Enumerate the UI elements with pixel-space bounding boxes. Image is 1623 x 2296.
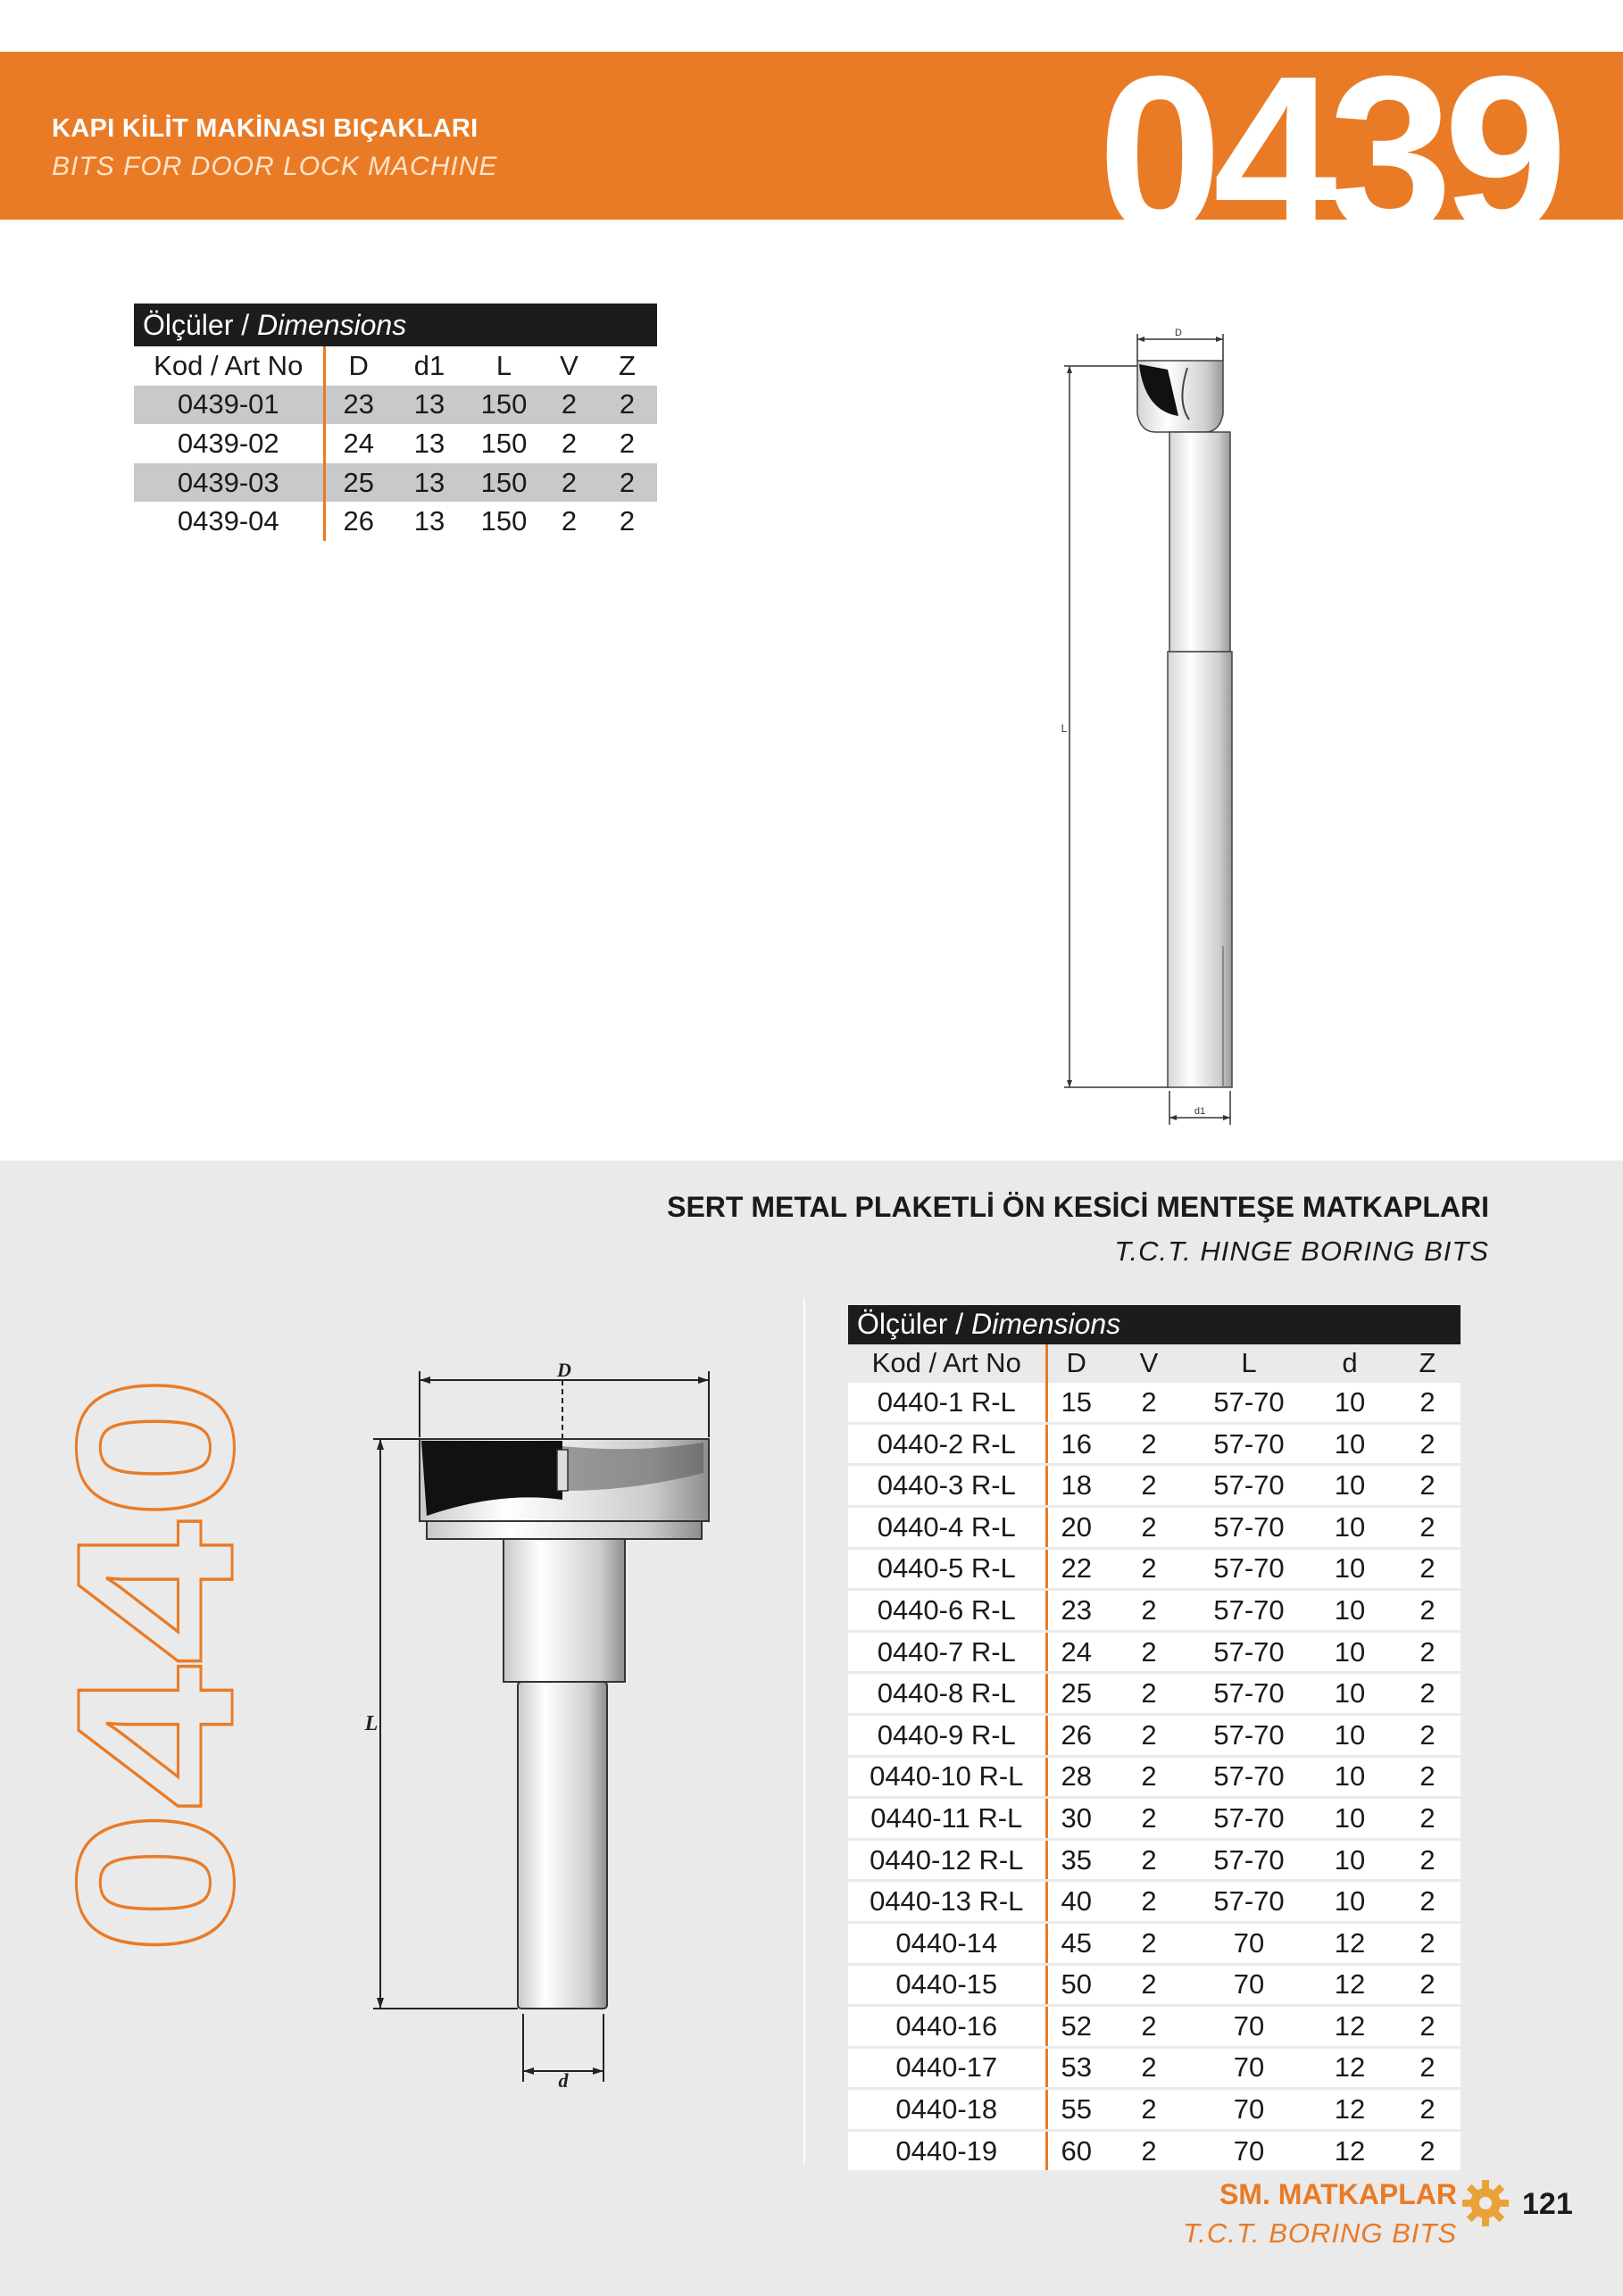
table-cell: 12: [1305, 2089, 1394, 2131]
table-title-row: [848, 1305, 1461, 1344]
table-header-row: [134, 346, 657, 386]
table-cell-code: 0440-4 R-L: [848, 1506, 1046, 1548]
table-title: [134, 304, 657, 346]
table-row: [848, 1383, 1461, 1423]
table-cell: 12: [1305, 1964, 1394, 2006]
column-header: D: [348, 349, 369, 381]
table-cell: 70: [1193, 1964, 1305, 2006]
table-cell: 13: [392, 424, 467, 463]
table-cell: 10: [1305, 1465, 1394, 1507]
table-cell: 12: [1305, 2047, 1394, 2089]
drawing2-label-L: L: [364, 1712, 379, 1735]
table-row: [848, 1548, 1461, 1590]
column-header: L: [495, 349, 512, 381]
table-cell: 52: [1046, 2006, 1105, 2048]
table-cell: 10: [1305, 1383, 1394, 1423]
column-header: Kod / Art No: [848, 1344, 1046, 1384]
table-row: [848, 2130, 1461, 2172]
table-cell: 2: [1394, 2089, 1461, 2131]
table-row: [848, 1673, 1461, 1715]
table-cell: 2: [1394, 1423, 1461, 1465]
table-cell: 60: [1046, 2130, 1105, 2172]
table-cell: 26: [1046, 1714, 1105, 1756]
column-header: L: [1241, 1347, 1257, 1379]
table-cell-code: 0440-17: [848, 2047, 1046, 2089]
product-code-0440-vertical: [30, 1366, 279, 1955]
table-cell: 10: [1305, 1548, 1394, 1590]
table-cell: 20: [1046, 1506, 1105, 1548]
table-row: [848, 2047, 1461, 2089]
header-title-tr: KAPI KİLİT MAKİNASI BIÇAKLARI: [52, 114, 479, 143]
table-cell: 2: [1105, 2006, 1193, 2048]
gear-icon: [1461, 2178, 1511, 2228]
table-cell: 2: [1105, 1714, 1193, 1756]
table-cell: 10: [1305, 1673, 1394, 1715]
table-cell: 2: [1105, 1548, 1193, 1590]
table-cell: 2: [1105, 1631, 1193, 1673]
panel-divider: [803, 1299, 805, 2165]
table-cell: 2: [1105, 1465, 1193, 1507]
table-cell: 70: [1193, 2130, 1305, 2172]
table-cell: 15: [1046, 1383, 1105, 1423]
footer-subtitle: T.C.T. BORING BITS: [1183, 2217, 1457, 2249]
table-cell: 2: [597, 386, 657, 425]
table-row: [848, 2006, 1461, 2048]
table-cell: 57-70: [1193, 1465, 1305, 1507]
table-cell: 2: [1394, 1590, 1461, 1632]
drawing1-label-D: D: [1175, 328, 1182, 338]
table-cell: 10: [1305, 1506, 1394, 1548]
drawing-0440-bit: [348, 1357, 741, 2098]
table-title: [848, 1305, 1461, 1344]
drawing1-label-L: L: [1061, 722, 1068, 735]
table-row: [848, 2089, 1461, 2131]
table-title-en: Dimensions: [971, 1308, 1121, 1341]
column-header: Kod / Art No: [134, 346, 324, 386]
table-cell: 55: [1046, 2089, 1105, 2131]
table-cell: 2: [1105, 1423, 1193, 1465]
table-row: [848, 1798, 1461, 1840]
table-cell: 150: [467, 424, 541, 463]
column-header: Z: [619, 349, 636, 381]
table-cell: 2: [1105, 1798, 1193, 1840]
product-code-0440: 0440: [30, 1458, 279, 1955]
table-cell: 2: [1105, 2089, 1193, 2131]
table-cell: 2: [1394, 1839, 1461, 1881]
table-row: [134, 463, 657, 503]
table-cell: 2: [1105, 1881, 1193, 1923]
table-cell: 25: [1046, 1673, 1105, 1715]
table-cell: 70: [1193, 1922, 1305, 1964]
table-cell-code: 0440-7 R-L: [848, 1631, 1046, 1673]
table-cell-code: 0439-01: [134, 386, 324, 425]
table-cell: 2: [1394, 2047, 1461, 2089]
table-cell-code: 0440-6 R-L: [848, 1590, 1046, 1632]
table-cell: 35: [1046, 1839, 1105, 1881]
table-cell: 57-70: [1193, 1798, 1305, 1840]
table-cell: 57-70: [1193, 1881, 1305, 1923]
table-cell: 10: [1305, 1714, 1394, 1756]
table-cell-code: 0440-16: [848, 2006, 1046, 2048]
column-header: d1: [413, 349, 445, 381]
table-cell-code: 0440-1 R-L: [848, 1383, 1046, 1423]
table-cell: 57-70: [1193, 1839, 1305, 1881]
table-row: [848, 1964, 1461, 2006]
header-title-en: BITS FOR DOOR LOCK MACHINE: [52, 152, 498, 181]
page-number: 121: [1522, 2187, 1573, 2221]
table-cell: 2: [1105, 1383, 1193, 1423]
table-cell-code: 0440-2 R-L: [848, 1423, 1046, 1465]
table-cell: 2: [541, 502, 597, 541]
table-cell: 12: [1305, 2006, 1394, 2048]
table-cell-code: 0440-9 R-L: [848, 1714, 1046, 1756]
table-cell: 2: [1394, 1756, 1461, 1798]
table-cell: 2: [1394, 1465, 1461, 1507]
section2-title-en: T.C.T. HINGE BORING BITS: [1114, 1235, 1489, 1267]
table-cell-code: 0440-10 R-L: [848, 1756, 1046, 1798]
table-cell: 40: [1046, 1881, 1105, 1923]
column-header: D: [1066, 1347, 1086, 1379]
table-cell: 2: [541, 386, 597, 425]
table-cell: 25: [324, 463, 392, 503]
table-cell: 24: [324, 424, 392, 463]
table-row: [848, 1506, 1461, 1548]
table-cell-code: 0440-15: [848, 1964, 1046, 2006]
drawing1-label-d1: d1: [1194, 1106, 1206, 1117]
table-cell: 2: [1394, 1964, 1461, 2006]
table-cell: 2: [597, 502, 657, 541]
table-cell-code: 0440-14: [848, 1922, 1046, 1964]
table-cell-code: 0440-8 R-L: [848, 1673, 1046, 1715]
table-row: [848, 1631, 1461, 1673]
table-cell: 2: [1394, 1673, 1461, 1715]
table-cell-code: 0440-13 R-L: [848, 1881, 1046, 1923]
table-cell: 2: [1394, 1506, 1461, 1548]
table-cell: 150: [467, 463, 541, 503]
table-cell: 57-70: [1193, 1506, 1305, 1548]
table-cell: 2: [1394, 1548, 1461, 1590]
table-cell: 2: [1105, 2047, 1193, 2089]
table-cell: 10: [1305, 1839, 1394, 1881]
table-row: [134, 386, 657, 425]
section2-title-tr: SERT METAL PLAKETLİ ÖN KESİCİ MENTEŞE MATKAPLARI: [667, 1191, 1489, 1223]
table-cell: 12: [1305, 2130, 1394, 2172]
table-cell: 10: [1305, 1631, 1394, 1673]
table-cell: 2: [1394, 1383, 1461, 1423]
table-cell-code: 0439-03: [134, 463, 324, 503]
table-row: [848, 1756, 1461, 1798]
table-cell: 57-70: [1193, 1590, 1305, 1632]
table-cell: 10: [1305, 1756, 1394, 1798]
table-cell: 70: [1193, 2006, 1305, 2048]
table-title-tr: Ölçüler /: [857, 1308, 964, 1341]
table-row: [848, 1465, 1461, 1507]
table-row: [134, 424, 657, 463]
drawing2-label-d: d: [558, 2069, 569, 2092]
table-title-en: Dimensions: [257, 308, 407, 341]
table-cell: 16: [1046, 1423, 1105, 1465]
table-cell: 2: [1105, 1673, 1193, 1715]
table-cell: 150: [467, 502, 541, 541]
table-cell-code: 0440-5 R-L: [848, 1548, 1046, 1590]
dimensions-table-0440: [848, 1305, 1461, 2173]
table-cell-code: 0439-04: [134, 502, 324, 541]
table-header-row: [848, 1344, 1461, 1384]
table-cell: 57-70: [1193, 1631, 1305, 1673]
table-cell: 30: [1046, 1798, 1105, 1840]
table-cell: 10: [1305, 1881, 1394, 1923]
table-cell: 2: [1394, 1631, 1461, 1673]
table-row: [848, 1881, 1461, 1923]
table-cell: 12: [1305, 1922, 1394, 1964]
table-cell: 2: [1394, 1798, 1461, 1840]
table-cell: 2: [1105, 1839, 1193, 1881]
table-cell: 28: [1046, 1756, 1105, 1798]
table-cell: 2: [1394, 2130, 1461, 2172]
table-cell: 10: [1305, 1423, 1394, 1465]
table-cell-code: 0439-02: [134, 424, 324, 463]
table-cell: 2: [1394, 1922, 1461, 1964]
table-cell-code: 0440-12 R-L: [848, 1839, 1046, 1881]
table-cell: 2: [597, 424, 657, 463]
table-cell: 24: [1046, 1631, 1105, 1673]
table-cell: 10: [1305, 1798, 1394, 1840]
table-cell: 50: [1046, 1964, 1105, 2006]
table-cell-code: 0440-18: [848, 2089, 1046, 2131]
column-header: V: [1139, 1347, 1159, 1379]
table-cell: 57-70: [1193, 1383, 1305, 1423]
table-cell: 2: [1105, 1506, 1193, 1548]
table-title-row: [134, 304, 657, 346]
table-cell: 57-70: [1193, 1548, 1305, 1590]
column-header: V: [560, 349, 578, 381]
dimensions-table-0439: [134, 304, 657, 541]
table-cell: 2: [1105, 1756, 1193, 1798]
table-cell: 13: [392, 386, 467, 425]
table-cell: 22: [1046, 1548, 1105, 1590]
drawing2-label-D: D: [557, 1359, 571, 1381]
table-cell: 2: [1105, 2130, 1193, 2172]
table-cell: 70: [1193, 2047, 1305, 2089]
table-cell: 57-70: [1193, 1423, 1305, 1465]
table-cell: 2: [1394, 1714, 1461, 1756]
table-row: [848, 1714, 1461, 1756]
product-code-0439: 0439: [1097, 29, 1559, 279]
table-cell: 13: [392, 502, 467, 541]
table-cell-code: 0440-19: [848, 2130, 1046, 2172]
table-cell: 57-70: [1193, 1673, 1305, 1715]
table-title-tr: Ölçüler /: [143, 308, 250, 341]
column-header: d: [1342, 1347, 1358, 1379]
table-cell: 70: [1193, 2089, 1305, 2131]
table-cell: 57-70: [1193, 1756, 1305, 1798]
table-cell: 2: [541, 463, 597, 503]
table-cell: 18: [1046, 1465, 1105, 1507]
table-cell: 2: [541, 424, 597, 463]
table-cell: 2: [1394, 1881, 1461, 1923]
table-cell-code: 0440-3 R-L: [848, 1465, 1046, 1507]
table-cell: 23: [1046, 1590, 1105, 1632]
footer-brand: SM. MATKAPLAR: [1219, 2178, 1457, 2210]
table-cell: 2: [597, 463, 657, 503]
table-cell: 53: [1046, 2047, 1105, 2089]
table-cell: 2: [1105, 1964, 1193, 2006]
table-cell: 13: [392, 463, 467, 503]
table-cell: 2: [1105, 1590, 1193, 1632]
table-cell: 150: [467, 386, 541, 425]
table-row: [848, 1423, 1461, 1465]
table-cell: 23: [324, 386, 392, 425]
drawing-0439-bit: [1045, 321, 1277, 1143]
table-cell: 2: [1394, 2006, 1461, 2048]
table-cell: 57-70: [1193, 1714, 1305, 1756]
column-header: Z: [1419, 1347, 1436, 1379]
table-row: [848, 1922, 1461, 1964]
table-cell: 26: [324, 502, 392, 541]
table-row: [848, 1590, 1461, 1632]
table-cell: 45: [1046, 1922, 1105, 1964]
header-band: [0, 29, 1623, 279]
table-cell: 10: [1305, 1590, 1394, 1632]
table-row: [848, 1839, 1461, 1881]
table-cell: 2: [1105, 1922, 1193, 1964]
table-cell-code: 0440-11 R-L: [848, 1798, 1046, 1840]
table-row: [134, 502, 657, 541]
